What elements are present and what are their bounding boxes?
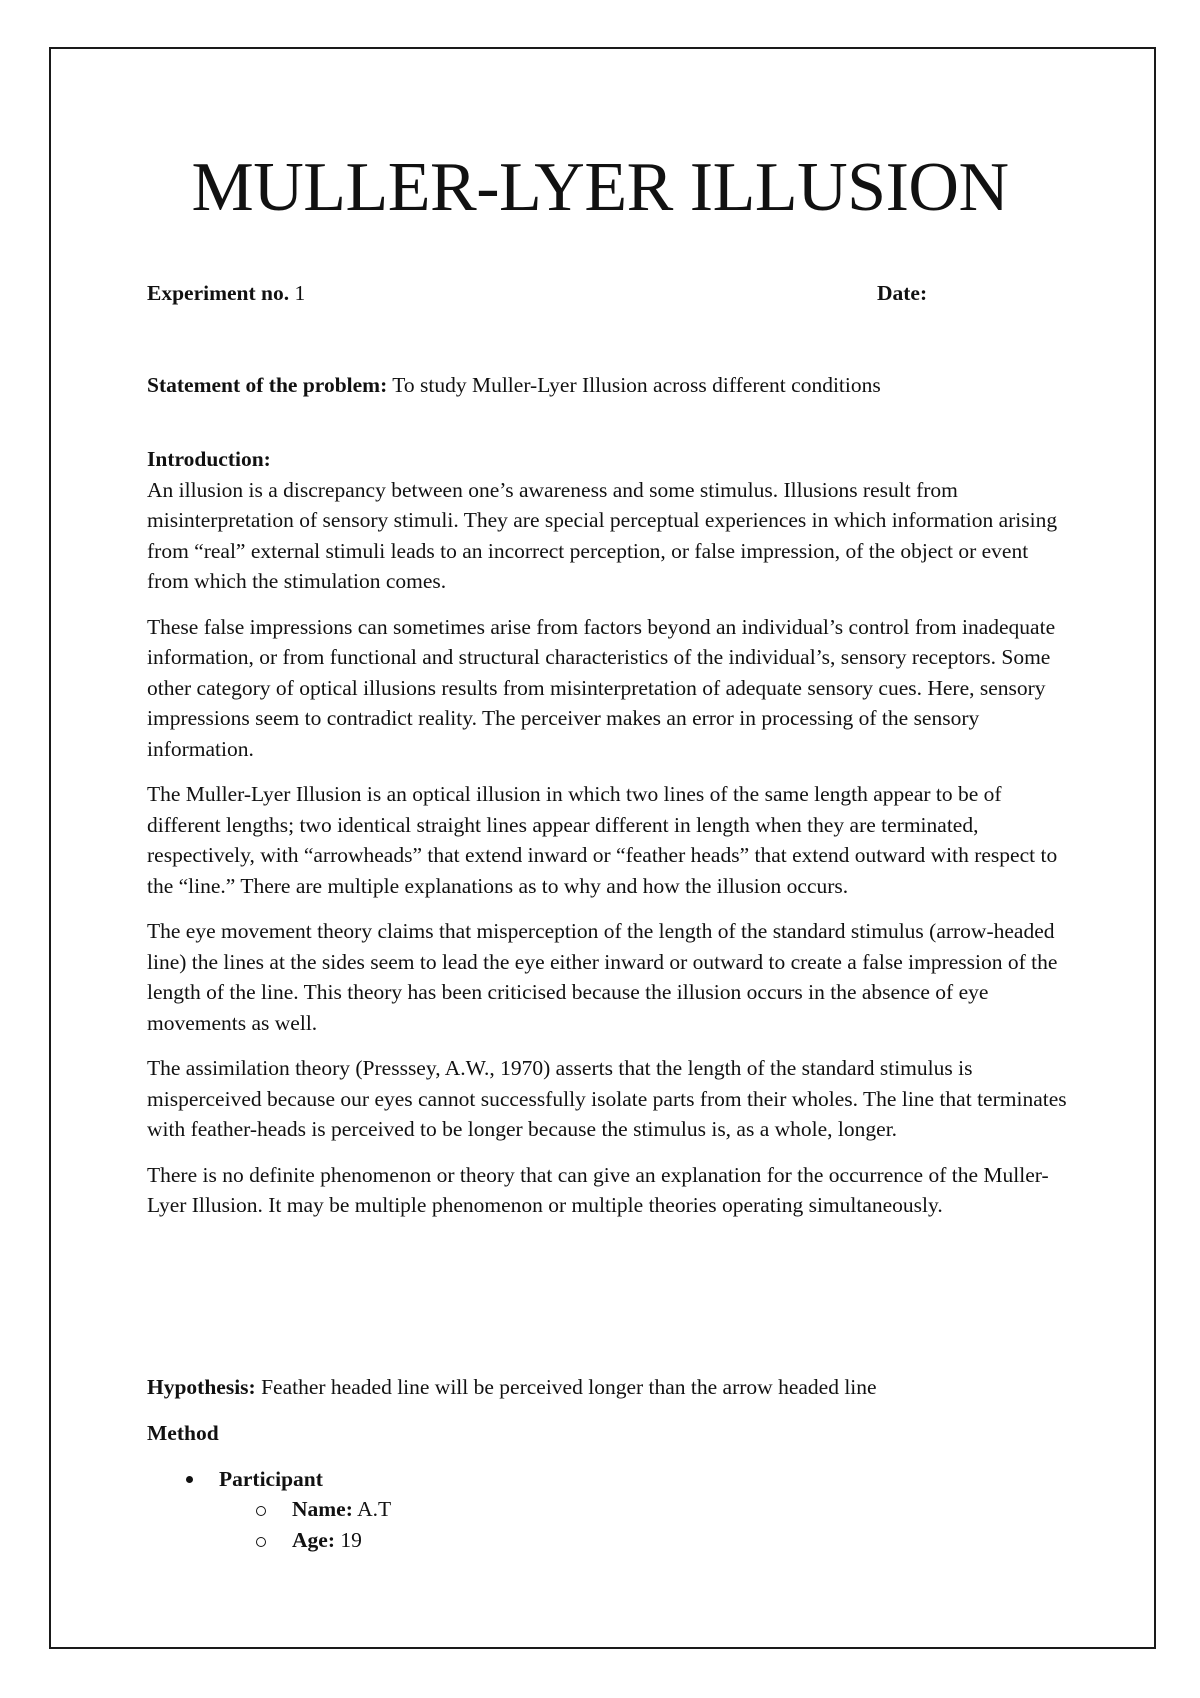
name-item [292,1494,391,1524]
experiment-row [147,278,1067,308]
document-title: MULLER-LYER ILLUSION [191,149,1009,226]
intro-paragraph: An illusion is a discrepancy between one’s awareness and some stimulus. Illusions result from misinterpretation of sensory stimuli. They are special perceptual experiences in which information arising from “real” external stimuli leads to an incorrect perception, or false impression, of the object or event from which the stimulation comes. [147,477,1058,593]
problem-label: Statement of the problem: [147,373,388,397]
intro-paragraph: There is no definite phenomenon or theory that can give an explanation for the occurrence of the Muller-Lyer Illusion. It may be multiple phenomenon or multiple theories operating simultaneously. [147,1162,1049,1217]
introduction-heading: Introduction: [147,447,271,471]
participant-label: Participant [219,1467,323,1491]
hypothesis [147,1372,1087,1402]
age-item [292,1525,362,1555]
method-heading [147,1418,219,1448]
experiment-line [147,281,305,305]
intro-paragraph: The Muller-Lyer Illusion is an optical illusion in which two lines of the same length appear to be of different lengths; two identical straight lines appear different in length when they are terminated, respectively, with “arrowheads” that extend inward or “feather heads” that extend outward with respect to the “line.” There are multiple explanations as to why and how the illusion occurs. [147,782,1058,898]
participant-item [219,1464,323,1494]
bullet-icon [186,1476,193,1483]
hypothesis-label: Hypothesis: [147,1375,256,1399]
circle-bullet-icon [256,1506,266,1516]
intro-paragraph: The eye movement theory claims that misperception of the length of the standard stimulus (arrow-headed line) the lines at the sides seem to lead the eye either inward or outward to create a false impression of the length of the line. This theory has been criticised because the illusion occurs in the absence of eye movements as well. [147,919,1058,1035]
age-label: Age: [292,1528,335,1552]
method-heading-text: Method [147,1421,219,1445]
problem-statement [147,370,1087,400]
hypothesis-text: Feather headed line will be perceived longer than the arrow headed line [255,1375,877,1399]
introduction-section [147,444,1067,1236]
circle-bullet-icon [256,1537,266,1547]
experiment-value: 1 [289,281,306,305]
name-label: Name: [292,1497,353,1521]
experiment-label: Experiment no. [147,281,290,305]
age-value: 19 [334,1528,362,1552]
name-value: A.T [352,1497,392,1521]
intro-paragraph: These false impressions can sometimes arise from factors beyond an individual’s control from inadequate information, or from functional and structural characteristics of the individual’s, sensory receptors. Some other category of optical illusions results from misinterpretation of adequate sensory cues. Here, sensory impressions seem to contradict reality. The perceiver makes an error in processing of the sensory information. [147,614,1056,761]
date-label: Date: [877,281,928,305]
problem-text: To study Muller-Lyer Illusion across different conditions [387,373,881,397]
intro-paragraph: The assimilation theory (Presssey, A.W., 1970) asserts that the length of the standard stimulus is misperceived because our eyes cannot successfully isolate parts from their wholes. The line that terminates with feather-heads is perceived to be longer because the stimulus is, as a whole, longer. [147,1056,1067,1141]
